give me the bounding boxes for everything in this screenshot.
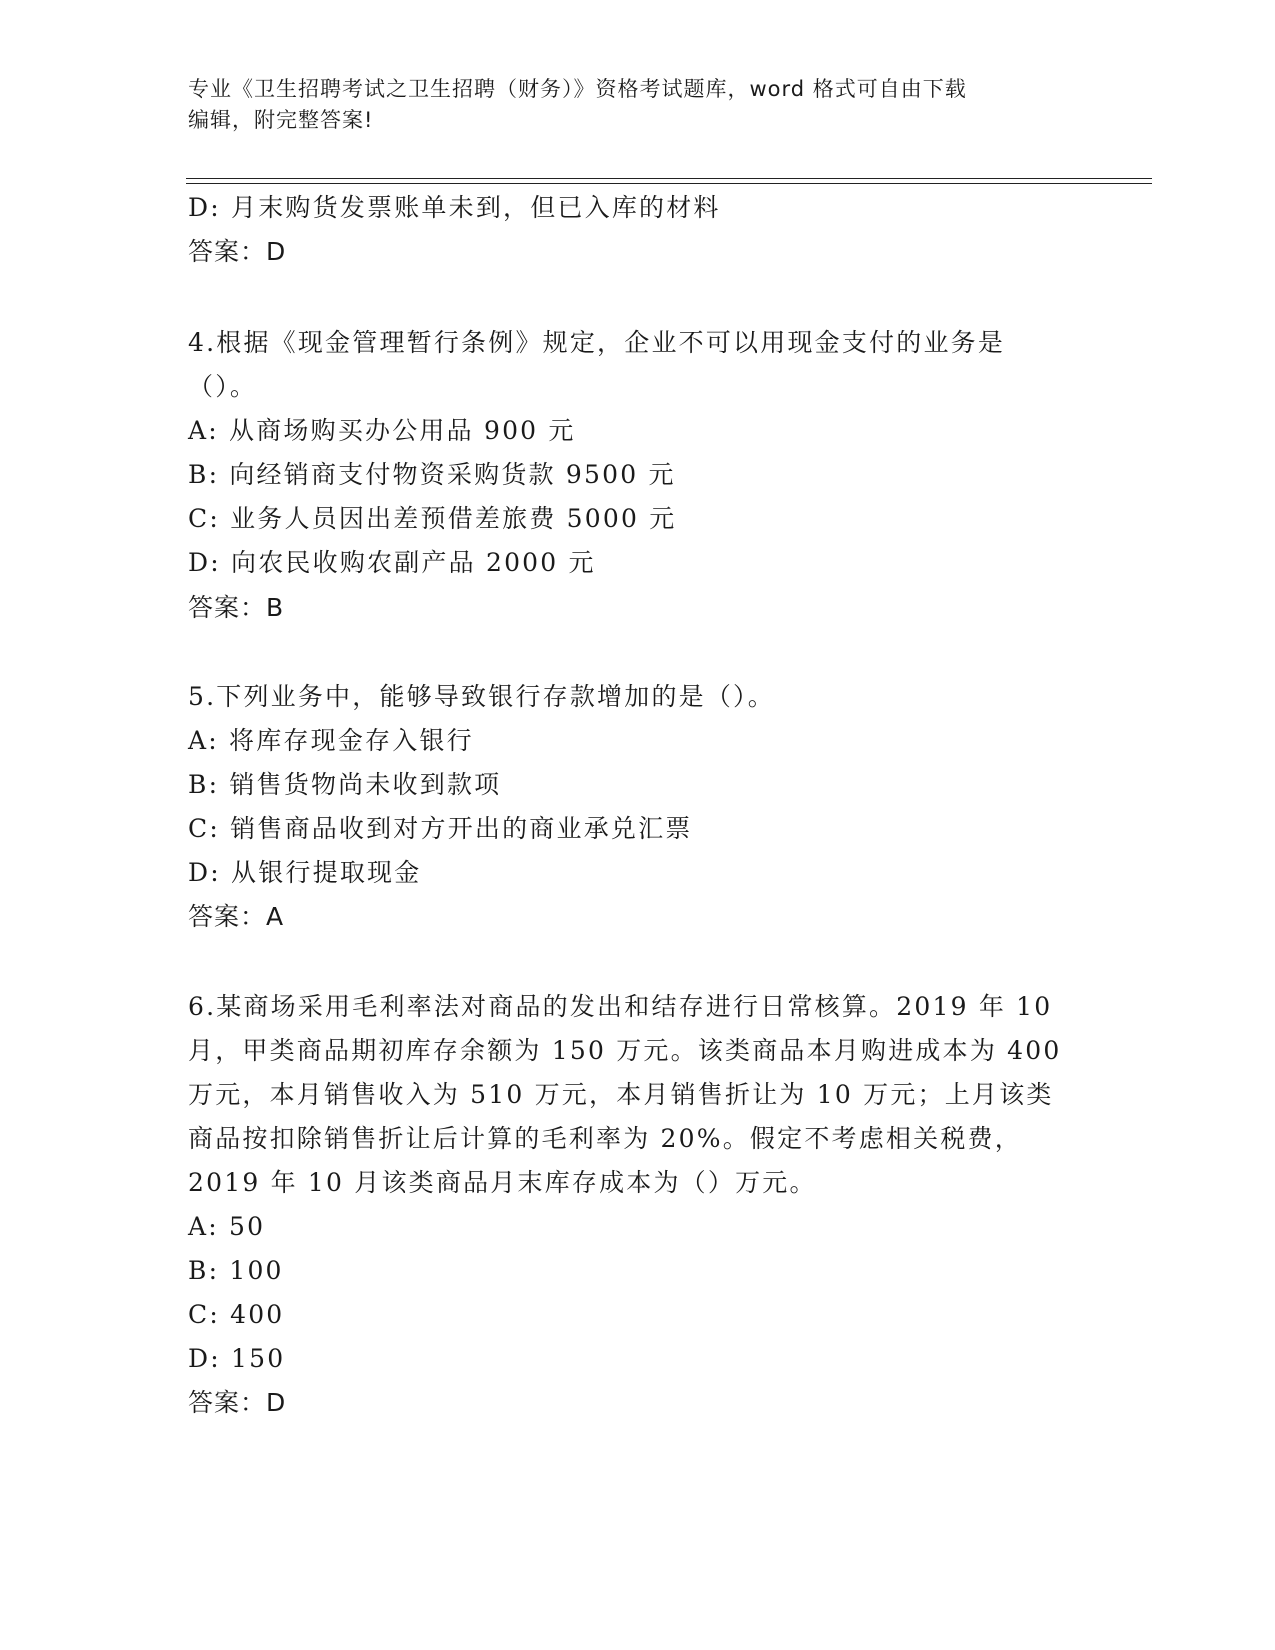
- q5-option-c: C: 销售商品收到对方开出的商业承兑汇票: [188, 814, 693, 843]
- q4-option-b: B: 向经销商支付物资采购货款 9500 元: [188, 460, 676, 489]
- q5-answer: 答案：A: [188, 902, 285, 931]
- q4-stem-line-1: 4.根据《现金管理暂行条例》规定，企业不可以用现金支付的业务是: [188, 328, 1006, 357]
- q6-option-a: A: 50: [188, 1212, 266, 1241]
- document-header: [188, 74, 1088, 136]
- header-divider-bottom: [186, 183, 1152, 184]
- q5-option-a: A: 将库存现金存入银行: [188, 726, 474, 755]
- q6-option-c: C: 400: [188, 1300, 285, 1329]
- q6-stem-line-4: 商品按扣除销售折让后计算的毛利率为 20%。假定不考虑相关税费，: [188, 1124, 1022, 1153]
- q4-option-c: C: 业务人员因出差预借差旅费 5000 元: [188, 504, 677, 533]
- q5-option-d: D: 从银行提取现金: [188, 858, 422, 887]
- q5-stem-line-1: 5.下列业务中，能够导致银行存款增加的是（）。: [188, 682, 775, 711]
- q6-option-d: D: 150: [188, 1344, 286, 1373]
- header-line-2: 编辑，附完整答案!: [188, 108, 374, 132]
- header-line-1: 专业《卫生招聘考试之卫生招聘（财务）》资格考试题库，word 格式可自由下载: [188, 77, 967, 101]
- q4-option-d: D: 向农民收购农副产品 2000 元: [188, 548, 596, 577]
- q5-option-b: B: 销售货物尚未收到款项: [188, 770, 502, 799]
- q6-stem-line-5: 2019 年 10 月该类商品月末库存成本为（）万元。: [188, 1168, 817, 1197]
- q4-stem-line-2: （）。: [188, 372, 258, 401]
- q6-stem-line-2: 月，甲类商品期初库存余额为 150 万元。该类商品本月购进成本为 400: [188, 1036, 1062, 1065]
- q6-stem-line-3: 万元，本月销售收入为 510 万元，本月销售折让为 10 万元；上月该类: [188, 1080, 1054, 1109]
- q3-option-d: D: 月末购货发票账单未到，但已入库的材料: [188, 193, 721, 222]
- q6-stem-line-1: 6.某商场采用毛利率法对商品的发出和结存进行日常核算。2019 年 10: [188, 992, 1053, 1021]
- q4-answer: 答案：B: [188, 593, 285, 622]
- q3-answer: 答案：D: [188, 237, 287, 266]
- q6-option-b: B: 100: [188, 1256, 284, 1285]
- q6-answer: 答案：D: [188, 1388, 287, 1417]
- q4-option-a: A: 从商场购买办公用品 900 元: [188, 416, 576, 445]
- header-divider-top: [186, 178, 1152, 179]
